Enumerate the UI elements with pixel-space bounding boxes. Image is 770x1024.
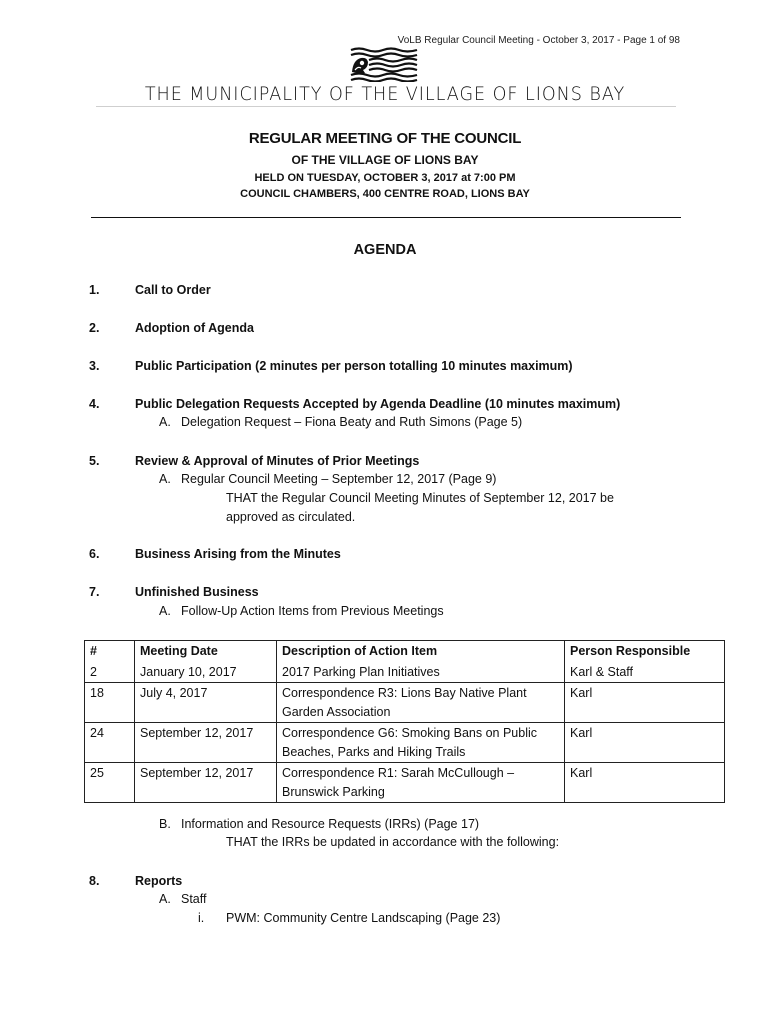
item-number: 6. bbox=[89, 547, 100, 561]
sub-item-5a: A. Regular Council Meeting – September 12, 2017 (Page 9) bbox=[159, 472, 497, 486]
sub-item-7a: A. Follow-Up Action Items from Previous Meetings bbox=[159, 604, 444, 618]
item-number: 8. bbox=[89, 874, 100, 888]
item-label: Call to Order bbox=[135, 283, 211, 297]
item-label: Reports bbox=[135, 874, 183, 888]
sub-item-4a: A. Delegation Request – Fiona Beaty and Ruth Simons (Page 5) bbox=[159, 415, 523, 429]
item-label: Unfinished Business bbox=[135, 585, 259, 599]
sub-item-8a: A. Staff bbox=[159, 892, 207, 906]
item-label: Public Participation (2 minutes per person totalling 10 minutes maximum) bbox=[135, 359, 573, 373]
municipality-name: THE MUNICIPALITY OF THE VILLAGE OF LIONS BAY bbox=[144, 84, 626, 105]
item-number: 3. bbox=[89, 359, 100, 373]
item-label: Review & Approval of Minutes of Prior Meetings bbox=[135, 454, 420, 468]
sub-sub-item-8a-i: i. PWM: Community Centre Landscaping (Page 23) bbox=[198, 911, 501, 925]
motion-text-5a: THAT the Regular Council Meeting Minutes of September 12, 2017 be approved as circulated. bbox=[226, 491, 614, 524]
meeting-date: HELD ON TUESDAY, OCTOBER 3, 2017 at 7:00 PM bbox=[254, 172, 516, 184]
item-number: 1. bbox=[89, 283, 100, 297]
item-number: 2. bbox=[89, 321, 100, 335]
meeting-title: REGULAR MEETING OF THE COUNCIL bbox=[248, 130, 522, 147]
item-number: 7. bbox=[89, 585, 100, 599]
title-divider bbox=[91, 217, 681, 218]
table-header: Description of Action Item bbox=[277, 641, 565, 662]
agenda-heading: AGENDA bbox=[353, 242, 417, 258]
meeting-subtitle: OF THE VILLAGE OF LIONS BAY bbox=[291, 153, 479, 167]
item-number: 5. bbox=[89, 454, 100, 468]
table-row: 18 July 4, 2017 Correspondence R3: Lions Bay Native Plant Garden Association Karl bbox=[85, 683, 725, 723]
table-header: Person Responsible bbox=[565, 641, 725, 662]
table-header-row bbox=[85, 641, 725, 662]
table-row: 25 September 12, 2017 Correspondence R1: Sarah McCullough – Brunswick Parking Karl bbox=[85, 763, 725, 803]
table-row: 2 January 10, 2017 2017 Parking Plan Initiatives Karl & Staff bbox=[85, 662, 725, 683]
item-label: Public Delegation Requests Accepted by Agenda Deadline (10 minutes maximum) bbox=[135, 397, 621, 411]
page-header-line: VoLB Regular Council Meeting - October 3, 2017 - Page 1 of 98 bbox=[397, 35, 680, 46]
item-label: Adoption of Agenda bbox=[135, 321, 254, 335]
action-items-table bbox=[84, 640, 725, 803]
table-header: # bbox=[85, 641, 135, 662]
table-row: 24 September 12, 2017 Correspondence G6: Smoking Bans on Public Beaches, Parks and Hiking Trails Karl bbox=[85, 723, 725, 763]
item-number: 4. bbox=[89, 397, 100, 411]
lions-bay-logo-icon bbox=[349, 46, 419, 82]
item-label: Business Arising from the Minutes bbox=[135, 547, 341, 561]
meeting-location: COUNCIL CHAMBERS, 400 CENTRE ROAD, LIONS BAY bbox=[240, 188, 530, 200]
table-header: Meeting Date bbox=[135, 641, 277, 662]
meeting-title-block bbox=[0, 130, 770, 200]
header-divider bbox=[96, 106, 676, 107]
sub-item-7b: B. Information and Resource Requests (IRRs) (Page 17) bbox=[159, 817, 480, 831]
motion-text-7b: THAT the IRRs be updated in accordance with the following: bbox=[226, 835, 560, 849]
